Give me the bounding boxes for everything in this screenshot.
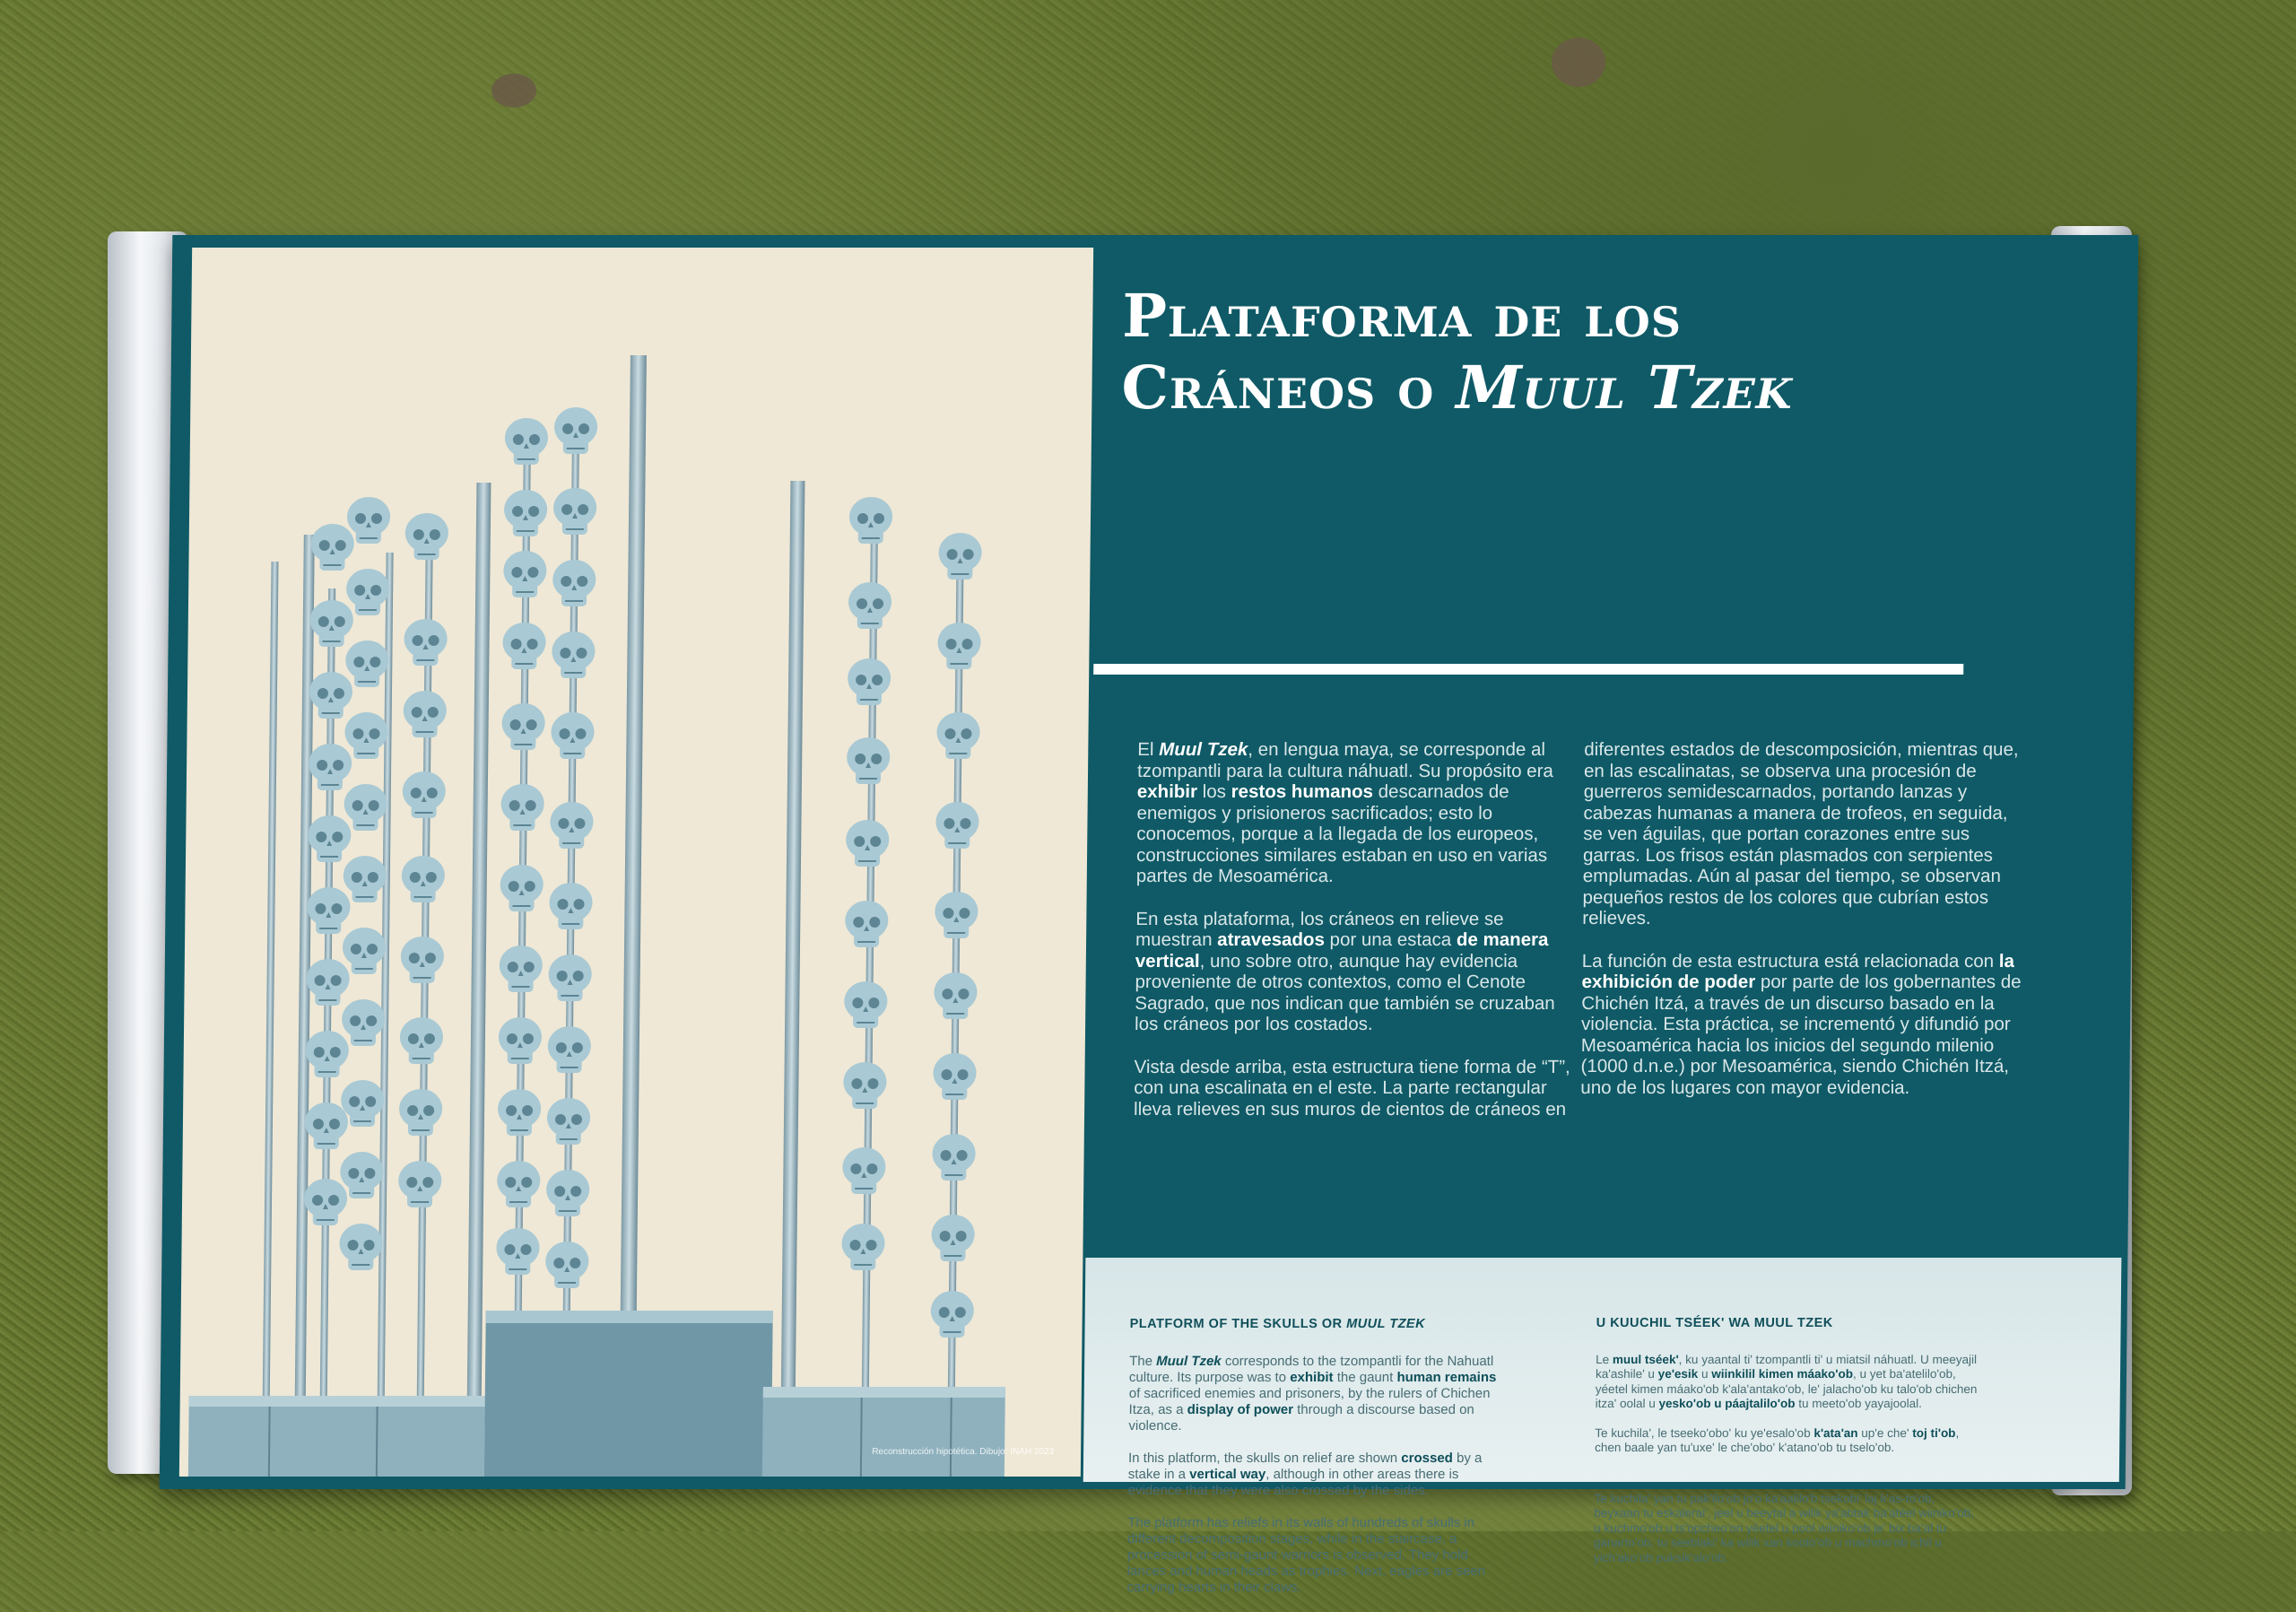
english-p3: The platform has reliefs in its walls of hundreds of skulls in different decomposition stages, while in the staircase, a procession of semi-gaunt warriors is observed. They hold lances and human heads as trophies. Next, eagles are seen carrying hearts in their claws. bbox=[1126, 1515, 1486, 1595]
title-line1: Plataforma de los bbox=[1121, 281, 1683, 351]
spanish-column-1 bbox=[1134, 739, 1587, 1141]
information-sign bbox=[160, 235, 2139, 1595]
maya-p1: Le muul tséek', ku yaantal ti' tzompantli ti' u miatsil náhuatl. U meeyajil ka'ashile' u ye'esik u wiinkilil kimen máako'ob, u yet ba'atelilo'ob, yéetel kimen máako'ob k'ala'antako'ob, le' jalacho'ob ku talo'ob chichen itza' oolal u yesko'ob u páajtalilo'ob tu meeto'ob yayajoolal. bbox=[1595, 1352, 1978, 1410]
title-italic: Muul Tzek bbox=[1456, 353, 1794, 423]
maya-text bbox=[1594, 1316, 1982, 1580]
english-text bbox=[1126, 1316, 1506, 1612]
illustration-credit: Reconstrucción hipotética. Dibujo: INAH 2023 bbox=[872, 1447, 1055, 1457]
title-text bbox=[1121, 280, 2127, 423]
maya-p3: Te kuchila' yan tu pak'ilo'ob jo'o ka'aalilo'b tsekobi' laj k'as-to'ob, beyxaan tu eskalerai', jeel u beeytal a wilik ya'abtak ba'atéel wiiniko'ob, u kuchmo'ob u ts'opcheo'on yéetel u pool wiiniko'ob je' bix ba'al tu ganarto'ob, tu seeblaki' ka wilik xan kooto'ob u machmo'ob ichil u yich'ako'ob puksik'alo'ob. bbox=[1593, 1491, 1975, 1564]
spanish-p3: Vista desde arriba, esta estructura tiene forma de “T”, con una escalinata en el este. La parte rectangular lleva relieves en sus muros de cientos de cráneos en bbox=[1133, 1056, 1570, 1120]
spanish-p4: diferentes estados de descomposición, mientras que, en las escalinatas, se observa una procesión de guerreros semidescarnados, portando lanzas y cabezas humanas a manera de trofeos, en seguida, se ven águilas, que portan corazones entre sus garras. Los frisos están plasmados con serpientes emplumadas. Aún al pasar del tiempo, se observan pequeños restos de los colores que cubrían estos relieves. bbox=[1582, 739, 2019, 928]
spanish-p1: El Muul Tzek, en lengua maya, se corresponde al tzompantli para la cultura náhuatl. Su propósito era exhibir los restos humanos descarnados de enemigos y prisioneros sacrificados; esto lo conocemos, porque a la llegada de los europeos, construcciones similares estaban en uso en varias partes de Mesoamérica. bbox=[1135, 739, 1554, 886]
title-line2: Cráneos o bbox=[1121, 353, 1435, 423]
tzompantli-illustration bbox=[179, 248, 1093, 1477]
skull-rack-drawing bbox=[179, 248, 1093, 1477]
stone bbox=[1552, 38, 1605, 87]
spanish-p5: La función de esta estructura está relacionada con la exhibición de poder por parte de los gobernantes de Chichén Itzá, a través de un discurso basado en la violencia. Esta práctica, se incrementó y difundió por Mesoamérica hacia los inicios del segundo milenio (1000 d.n.e.) por Mesoamérica, siendo Chichén Itzá, uno de los lugares con mayor evidencia. bbox=[1580, 950, 2022, 1098]
title-underline bbox=[1093, 664, 1963, 675]
sign-title bbox=[1121, 280, 2127, 423]
spanish-p2: En esta plataforma, los cráneos en relieve se muestran atravesados por una estaca de manera vertical, uno sobre otro, aunque hay evidencia proveniente de otros contextos, como el Cenote Sagrado, que nos indican que también se cruzaban los cráneos por los costados. bbox=[1134, 908, 1555, 1034]
maya-heading: U KUUCHIL TSÉEK' WA MUUL TZEK bbox=[1596, 1316, 1833, 1330]
english-p1: The Muul Tzek corresponds to the tzompantli for the Nahuatl culture. Its purpose was to exhibit the gaunt human remains of sacrificed enemies and prisoners, by the rulers of Chichen Itza, as a display of power through a discourse based on violence. bbox=[1128, 1354, 1497, 1433]
stone bbox=[491, 74, 536, 108]
english-heading: PLATFORM OF THE SKULLS OR MUUL TZEK bbox=[1129, 1317, 1426, 1331]
spanish-column-2 bbox=[1580, 739, 2032, 1120]
maya-p2: Te kuchila', le tseeko'obo' ku ye'esalo'ob k'ata'an up'e che' toj ti'ob, chen baale yan tu'uxe' le che'obo' k'atano'ob tu tselo'ob. bbox=[1595, 1425, 1960, 1454]
english-p2: In this platform, the skulls on relief are shown crossed by a stake in a vertical way, although in other areas there is evidence that they were also crossed by the sides. bbox=[1127, 1451, 1483, 1498]
